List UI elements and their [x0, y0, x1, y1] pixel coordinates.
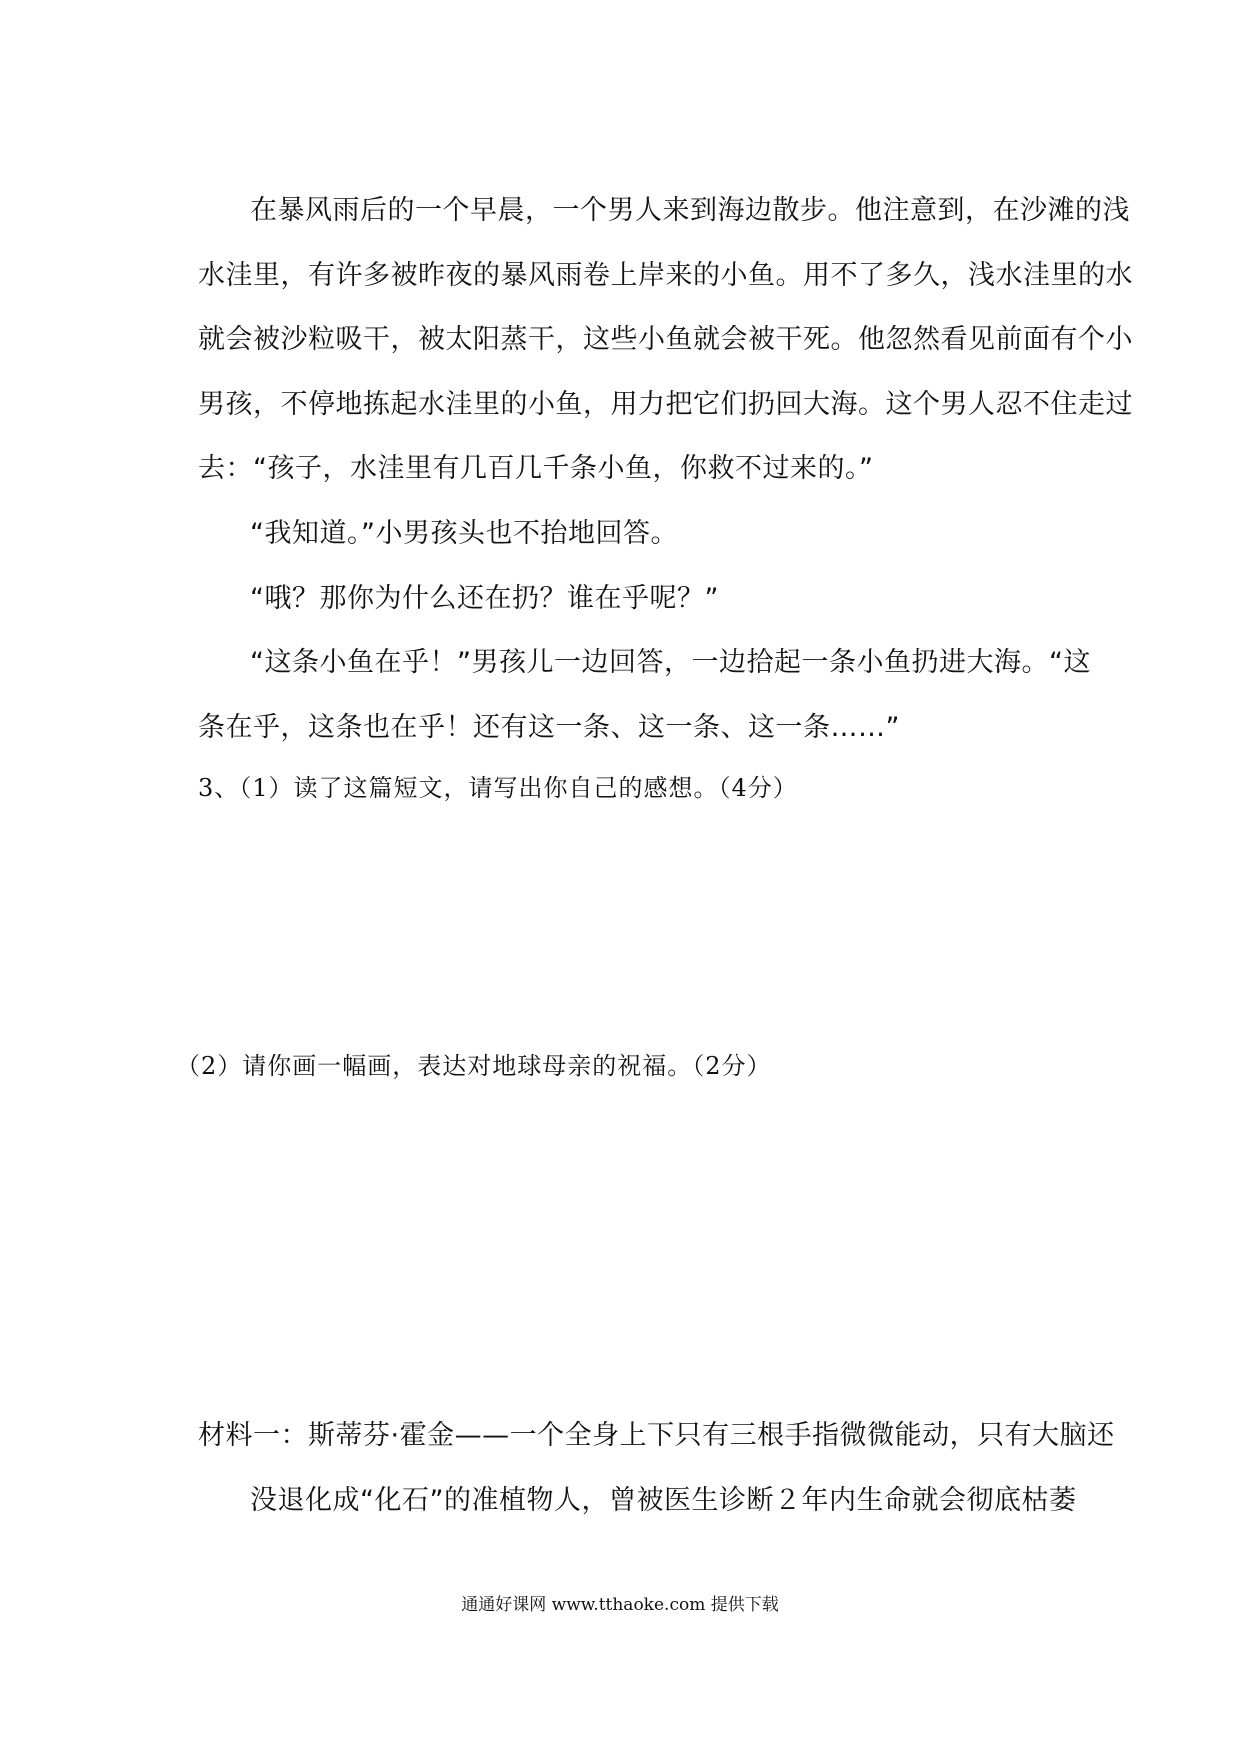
story-p2: “我知道。”小男孩头也不抬地回答。: [250, 518, 678, 549]
story-p4-line-1: “这条小鱼在乎！”男孩儿一边回答，一边拾起一条小鱼扔进大海。“这: [250, 647, 1091, 678]
story-p1-line-3: 就会被沙粒吸干，被太阳蒸干，这些小鱼就会被干死。他忽然看见前面有个小: [198, 324, 1133, 355]
story-p3: “哦？那你为什么还在扔？谁在乎呢？”: [250, 583, 719, 614]
material-line-1: 材料一：斯蒂芬·霍金——一个全身上下只有三根手指微微能动，只有大脑还: [198, 1420, 1115, 1451]
page-footer: 通通好课网 www.tthaoke.com 提供下载: [461, 1595, 779, 1615]
material-line-2: 没退化成“化石”的准植物人，曾被医生诊断２年内生命就会彻底枯萎: [250, 1485, 1077, 1516]
question-3-2: （2）请你画一幅画，表达对地球母亲的祝福。（2分）: [176, 1052, 772, 1080]
story-p4-line-2: 条在乎，这条也在乎！还有这一条、这一条、这一条……”: [198, 712, 900, 743]
story-p1-line-4: 男孩，不停地拣起水洼里的小鱼，用力把它们扔回大海。这个男人忍不住走过: [198, 389, 1133, 420]
story-p1-line-5: 去：“孩子，水洼里有几百几千条小鱼，你救不过来的。”: [198, 453, 874, 484]
story-p1-line-2: 水洼里，有许多被昨夜的暴风雨卷上岸来的小鱼。用不了多久，浅水洼里的水: [198, 260, 1133, 291]
question-3-1: 3、（1）读了这篇短文，请写出你自己的感想。（4分）: [198, 774, 798, 802]
story-p1-line-1: 在暴风雨后的一个早晨，一个男人来到海边散步。他注意到，在沙滩的浅: [250, 195, 1130, 226]
